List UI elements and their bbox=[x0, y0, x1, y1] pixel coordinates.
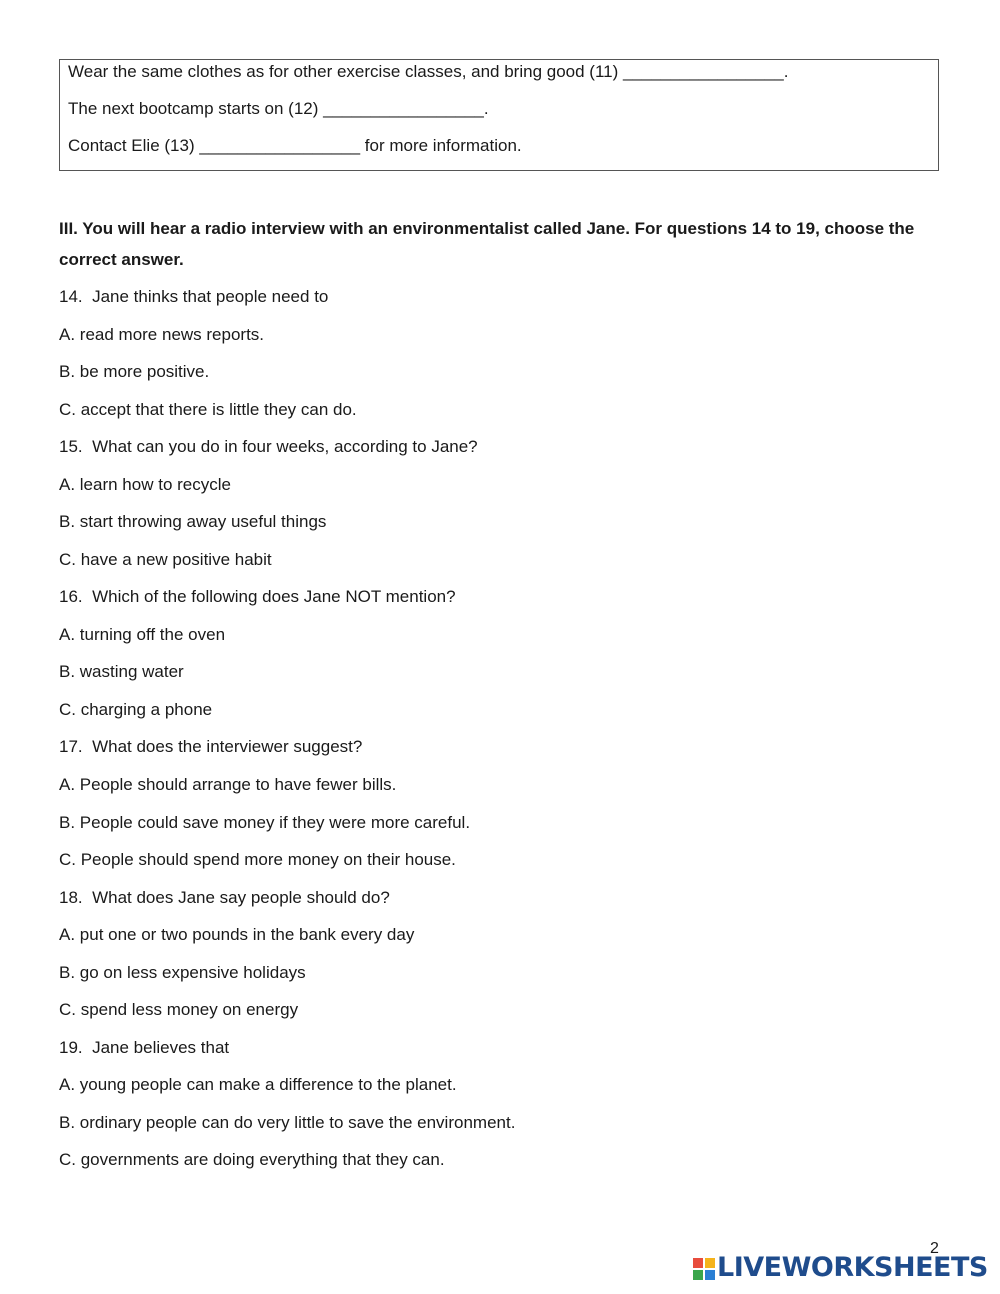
question-14-option-c: C. accept that there is little they can do. bbox=[59, 400, 357, 419]
fill-line-11: Wear the same clothes as for other exercise classes, and bring good (11) _________________. bbox=[68, 62, 789, 81]
question-18-option-b: B. go on less expensive holidays bbox=[59, 963, 306, 982]
question-16-stem: 16. Which of the following does Jane NOT mention? bbox=[59, 587, 456, 606]
question-19-option-b: B. ordinary people can do very little to save the environment. bbox=[59, 1113, 516, 1132]
question-17-option-a: A. People should arrange to have fewer bills. bbox=[59, 775, 397, 794]
question-15-option-a: A. learn how to recycle bbox=[59, 475, 231, 494]
question-17-option-c: C. People should spend more money on their house. bbox=[59, 850, 456, 869]
question-14-option-a: A. read more news reports. bbox=[59, 325, 265, 344]
question-19-stem: 19. Jane believes that bbox=[59, 1038, 230, 1057]
question-19-option-a: A. young people can make a difference to the planet. bbox=[59, 1075, 457, 1094]
question-18-option-a: A. put one or two pounds in the bank every day bbox=[59, 925, 415, 944]
liveworksheets-logo-text: LIVEWORKSHEETS bbox=[717, 1252, 988, 1283]
liveworksheets-logo-icon bbox=[693, 1258, 715, 1280]
fill-in-box bbox=[59, 59, 939, 171]
question-15-stem: 15. What can you do in four weeks, according to Jane? bbox=[59, 437, 478, 456]
question-14-stem: 14. Jane thinks that people need to bbox=[59, 287, 329, 306]
question-15-option-b: B. start throwing away useful things bbox=[59, 512, 327, 531]
fill-line-12: The next bootcamp starts on (12) _________________. bbox=[68, 99, 489, 118]
question-18-option-c: C. spend less money on energy bbox=[59, 1000, 299, 1019]
question-16-option-c: C. charging a phone bbox=[59, 700, 213, 719]
question-14-option-b: B. be more positive. bbox=[59, 362, 210, 381]
question-16-option-a: A. turning off the oven bbox=[59, 625, 226, 644]
page-number: 2 bbox=[930, 1240, 939, 1257]
question-15-option-c: C. have a new positive habit bbox=[59, 550, 272, 569]
question-19-option-c: C. governments are doing everything that they can. bbox=[59, 1150, 445, 1169]
question-16-option-b: B. wasting water bbox=[59, 662, 184, 681]
question-17-option-b: B. People could save money if they were more careful. bbox=[59, 813, 471, 832]
question-17-stem: 17. What does the interviewer suggest? bbox=[59, 737, 363, 756]
question-18-stem: 18. What does Jane say people should do? bbox=[59, 888, 390, 907]
section-title: III. You will hear a radio interview with an environmentalist called Jane. For questions 14 to 19, choose the correct answer. bbox=[59, 219, 915, 269]
fill-line-13: Contact Elie (13) _________________ for more information. bbox=[68, 136, 522, 155]
